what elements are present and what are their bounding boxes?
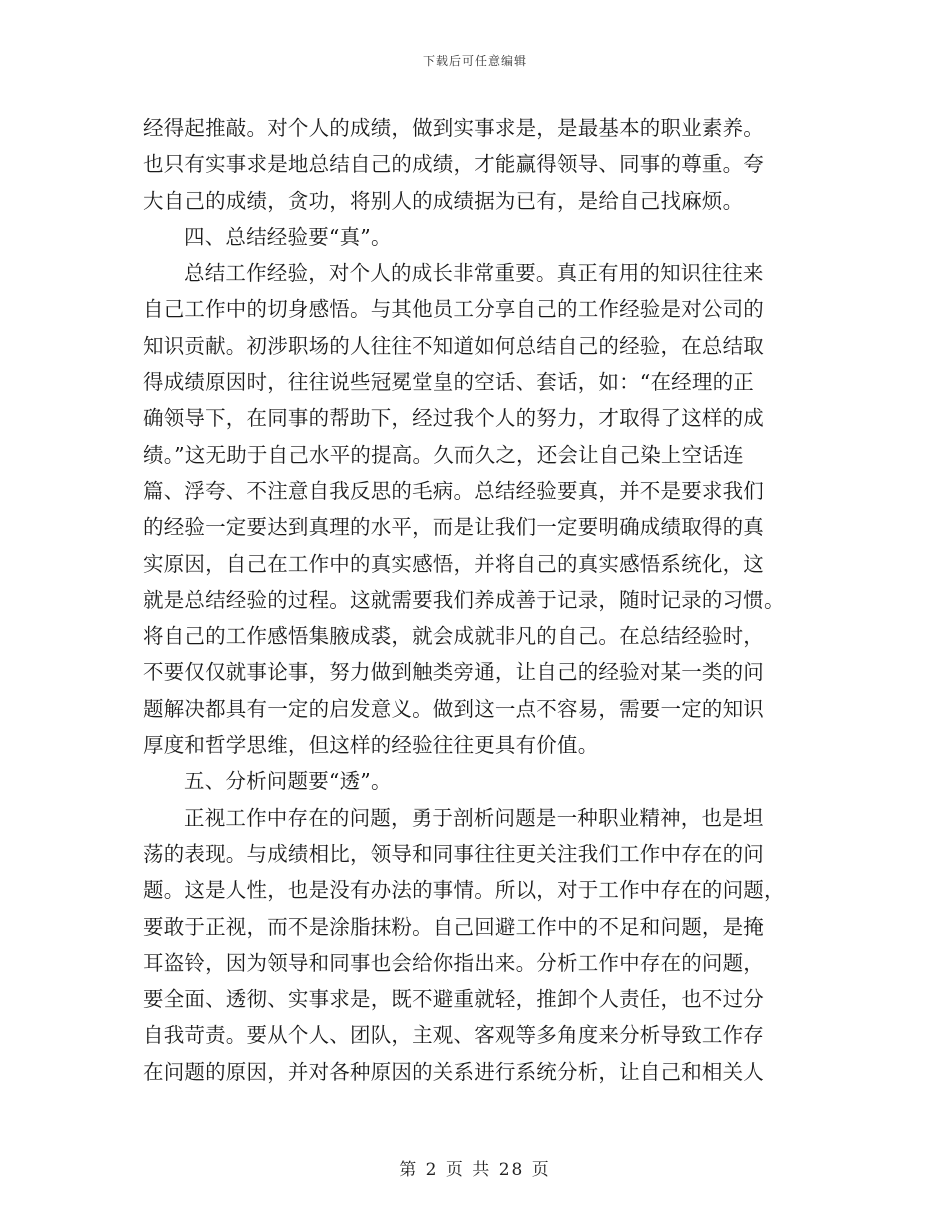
text-line: 绩。”这无助于自己水平的提高。久而久之，还会让自己染上空话连: [143, 442, 744, 467]
text-line: 厚度和哲学思维，但这样的经验往往更具有价值。: [143, 733, 599, 758]
page-header: 下载后可任意编辑: [422, 54, 527, 68]
text-line: 实原因，自己在工作中的真实感悟，并将自己的真实感悟系统化，这: [143, 551, 764, 576]
text-line: 五、分析问题要“透”。: [184, 769, 392, 794]
text-line: 不要仅仅就事论事，努力做到触类旁通，让自己的经验对某一类的问: [143, 660, 764, 685]
text-line: 总结工作经验，对个人的成长非常重要。真正有用的知识往往来: [184, 261, 764, 286]
text-line: 自己工作中的切身感悟。与其他员工分享自己的工作经验是对公司的: [143, 297, 764, 322]
text-line: 题解决都具有一定的启发意义。做到这一点不容易，需要一定的知识: [143, 696, 764, 721]
text-line: 也只有实事求是地总结自己的成绩，才能赢得领导、同事的尊重。夸: [143, 152, 764, 177]
text-line: 篇、浮夸、不注意自我反思的毛病。总结经验要真，并不是要求我们: [143, 478, 764, 503]
text-line: 知识贡献。初涉职场的人往往不知道如何总结自己的经验，在总结取: [143, 333, 764, 358]
text-line: 荡的表现。与成绩相比，领导和同事往往更关注我们工作中存在的问: [143, 841, 764, 866]
text-line: 题。这是人性，也是没有办法的事情。所以，对于工作中存在的问题，: [143, 878, 785, 903]
text-line: 的经验一定要达到真理的水平，而是让我们一定要明确成绩取得的真: [143, 515, 764, 540]
text-line: 要全面、透彻、实事求是，既不避重就轻，推卸个人责任，也不过分: [143, 987, 764, 1012]
text-line: 自我苛责。要从个人、团队，主观、客观等多角度来分析导致工作存: [143, 1023, 764, 1048]
text-line: 耳盗铃，因为领导和同事也会给你指出来。分析工作中存在的问题，: [143, 950, 764, 975]
text-line: 将自己的工作感悟集腋成裘，就会成就非凡的自己。在总结经验时，: [143, 624, 764, 649]
text-line: 得成绩原因时，往往说些冠冕堂皇的空话、套话，如：“在经理的正: [143, 370, 754, 395]
document-body: [143, 110, 803, 1090]
text-line: 确领导下，在同事的帮助下，经过我个人的努力，才取得了这样的成: [143, 406, 764, 431]
text-line: 要敢于正视，而不是涂脂抹粉。自己回避工作中的不足和问题，是掩: [143, 914, 764, 939]
text-line: 正视工作中存在的问题，勇于剖析问题是一种职业精神，也是坦: [184, 805, 764, 830]
text-line: 经得起推敲。对个人的成绩，做到实事求是，是最基本的职业素养。: [143, 116, 764, 140]
page-footer: 第 2 页 共 28 页: [399, 1160, 551, 1180]
text-line: 在问题的原因，并对各种原因的关系进行系统分析，让自己和相关人: [143, 1059, 764, 1084]
text-line: 大自己的成绩，贪功，将别人的成绩据为已有，是给自己找麻烦。: [143, 188, 744, 213]
text-line: 就是总结经验的过程。这就需要我们养成善于记录，随时记录的习惯。: [143, 587, 785, 612]
text-line: 四、总结经验要“真”。: [184, 224, 392, 249]
